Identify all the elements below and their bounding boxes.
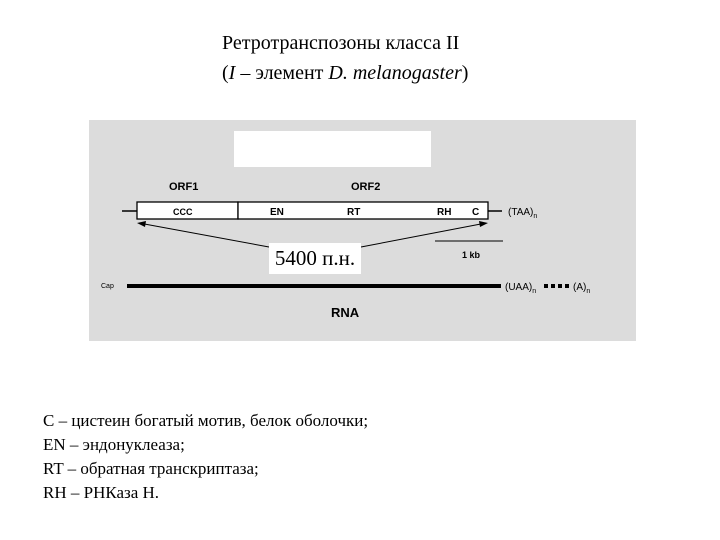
legend-item-c: C – цистеин богатый мотив, белок оболочки; bbox=[43, 411, 369, 430]
size-arrowhead-right bbox=[479, 221, 488, 227]
cap-label: Cap bbox=[101, 283, 114, 290]
orf2-label: ORF2 bbox=[351, 181, 381, 193]
en-domain-label: EN bbox=[270, 207, 284, 218]
size-arrowhead-left bbox=[137, 221, 146, 227]
legend-item-rt: RT – обратная транскриптаза; bbox=[43, 459, 259, 478]
legend bbox=[43, 409, 368, 505]
c-domain-label: C bbox=[472, 207, 480, 218]
legend-item-en: EN – эндонуклеаза; bbox=[43, 435, 185, 454]
uaa-label: $(UAA)_n$ bbox=[505, 282, 537, 295]
size-label: 5400 п.н. bbox=[269, 243, 361, 274]
title-line-1: Ретротранспозоны класса II bbox=[222, 32, 460, 54]
rna-label: RNA bbox=[331, 305, 360, 320]
polya-label: $(A)_n$ bbox=[573, 282, 591, 295]
title-line-2: (I – элемент D. melanogaster) bbox=[222, 62, 469, 84]
scale-label: 1 kb bbox=[462, 250, 481, 260]
size-arrow-right bbox=[361, 223, 486, 247]
i-element-diagram bbox=[89, 120, 636, 341]
legend-item-rh: RH – РНКаза Н. bbox=[43, 483, 160, 502]
size-arrow-left bbox=[139, 223, 269, 247]
rt-domain-label: RT bbox=[347, 207, 361, 218]
ccc-domain-label: CCC bbox=[173, 207, 193, 217]
i-element-map bbox=[89, 120, 636, 341]
orf1-label: ORF1 bbox=[169, 181, 199, 193]
rh-domain-label: RH bbox=[437, 207, 452, 218]
taa-label: $(TAA)_n$ bbox=[508, 207, 538, 220]
slide-title bbox=[222, 28, 468, 88]
